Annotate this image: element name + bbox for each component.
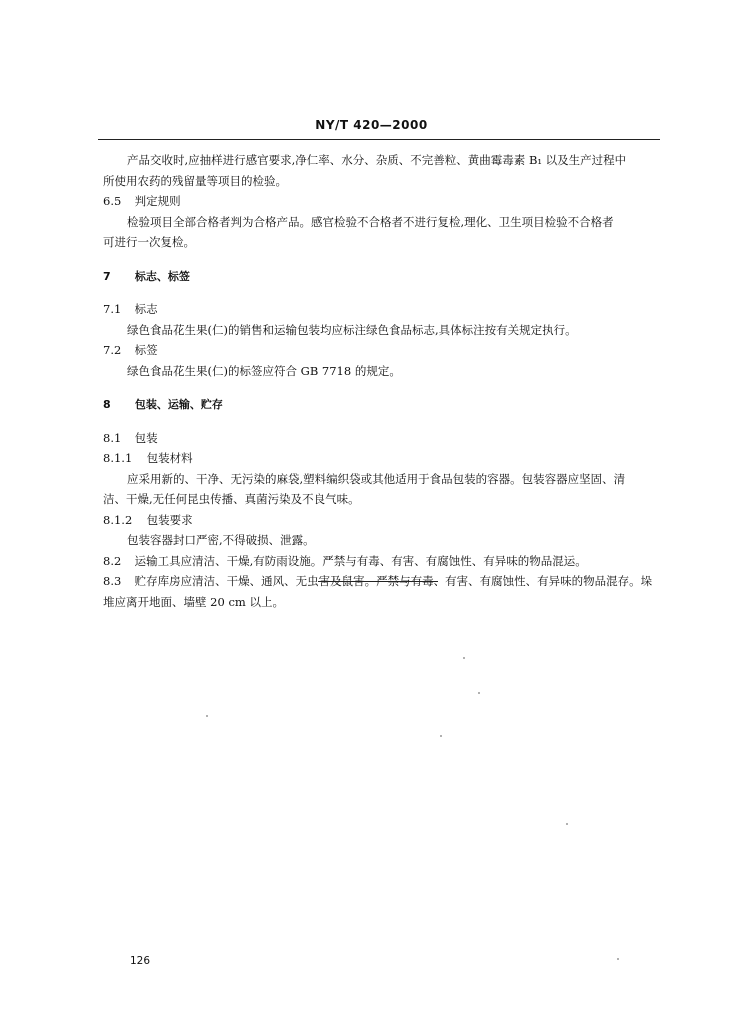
section-8-1-heading	[103, 428, 659, 449]
section-number: 7.1	[103, 302, 122, 316]
section-title: 标签	[134, 343, 158, 357]
paragraph-6-4-line-1: 产品交收时,应抽样进行感官要求,净仁率、水分、杂质、不完善粒、黄曲霉毒素 B₁ 以及生产过程中	[127, 153, 627, 167]
section-8-1-1-heading	[103, 448, 659, 469]
section-title: 包装	[134, 430, 158, 445]
section-title: 标志	[134, 302, 158, 316]
header-divider	[98, 139, 660, 140]
end-of-text-rule	[318, 581, 438, 582]
section-text: 贮存库房应清洁、干燥、通风、无虫害及鼠害。严禁与有毒、有害、有腐蚀性、有异味的物品混存。垛	[134, 574, 653, 588]
paragraph-8-1-1-line-1: 应采用新的、干净、无污染的麻袋,塑料编织袋或其他适用于食品包装的容器。包装容器应坚固、清	[127, 471, 626, 486]
section-number: 7.2	[103, 343, 122, 357]
section-title: 标志、标签	[134, 269, 190, 283]
standard-code-header: NY/T 420—2000	[315, 118, 428, 132]
paragraph-6-5-line-1: 检验项目全部合格者判为合格产品。感官检验不合格者不进行复检,理化、卫生项目检验不合格者	[127, 214, 614, 229]
paragraph-8-1-2: 包装容器封口严密,不得破损、泄露。	[127, 533, 315, 547]
document-body	[103, 150, 659, 612]
section-title: 包装、运输、贮存	[134, 398, 223, 411]
section-title: 包装要求	[146, 512, 193, 527]
scan-speck	[566, 823, 568, 825]
section-6-5-heading	[103, 191, 659, 212]
scan-speck	[440, 735, 442, 737]
section-number: 8.1.1	[103, 451, 133, 465]
scan-speck	[478, 692, 480, 694]
paragraph-8-1-1-line-2: 洁、干燥,无任何昆虫传播、真菌污染及不良气味。	[103, 492, 360, 506]
section-8-2	[103, 551, 659, 572]
section-8-heading	[103, 395, 659, 416]
scan-speck	[206, 715, 208, 717]
scan-speck	[617, 958, 619, 960]
section-number: 8.3	[103, 574, 122, 588]
section-title: 包装材料	[146, 451, 193, 465]
section-number: 6.5	[103, 194, 122, 208]
section-number: 8.2	[103, 553, 122, 568]
section-number: 8.1	[103, 430, 122, 445]
section-number: 8.1.2	[103, 512, 133, 527]
section-7-2-heading	[103, 340, 659, 361]
section-number: 7	[103, 269, 111, 283]
paragraph-8-3-line-2: 堆应离开地面、墙壁 20 cm 以上。	[103, 594, 284, 609]
section-8-1-2-heading	[103, 510, 659, 531]
scan-speck	[463, 657, 465, 659]
section-number: 8	[103, 398, 111, 411]
page-number: 126	[130, 955, 151, 967]
paragraph-6-5-line-2: 可进行一次复检。	[103, 235, 195, 249]
section-text: 运输工具应清洁、干燥,有防雨设施。严禁与有毒、有害、有腐蚀性、有异味的物品混运。	[134, 553, 587, 568]
section-title: 判定规则	[134, 194, 181, 208]
paragraph-7-1: 绿色食品花生果(仁)的销售和运输包装均应标注绿色食品标志,具体标注按有关规定执行。	[127, 322, 577, 337]
paragraph-6-4-line-2: 所使用农药的残留量等项目的检验。	[103, 173, 287, 188]
paragraph-7-2: 绿色食品花生果(仁)的标签应符合 GB 7718 的规定。	[127, 363, 401, 378]
section-7-heading	[103, 267, 659, 288]
section-7-1-heading	[103, 299, 659, 320]
